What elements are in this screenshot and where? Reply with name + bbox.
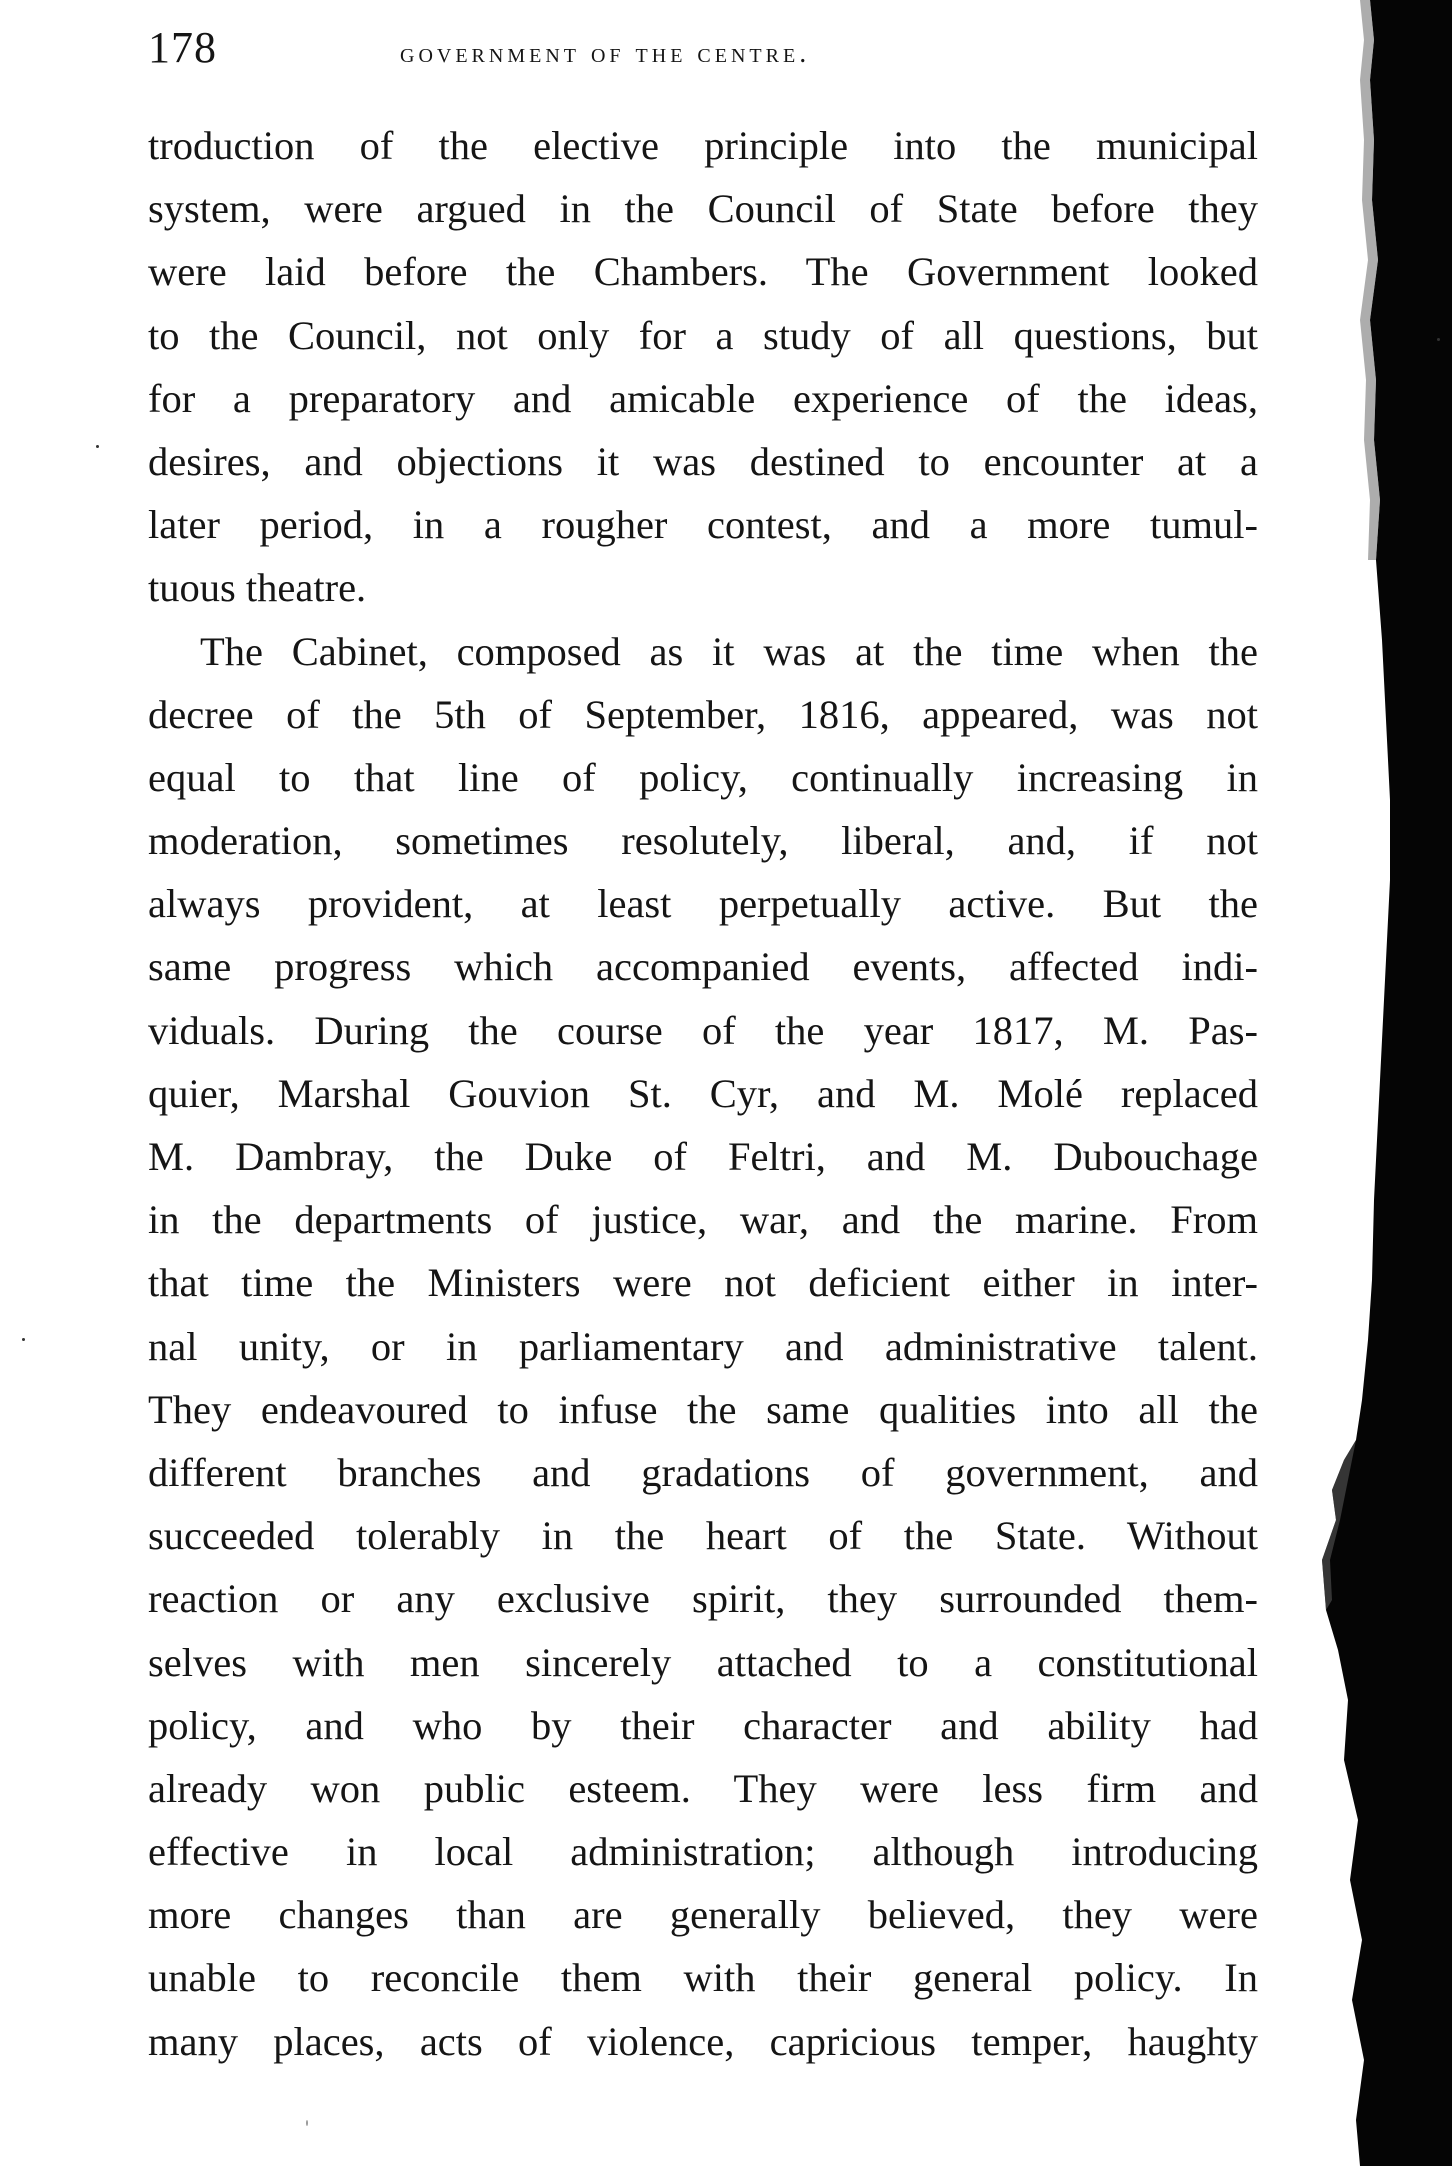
text-line: viduals. During the course of the year 1817, M. Pas- — [148, 1007, 1258, 1053]
scan-speck — [22, 1338, 25, 1341]
text-line: system, were argued in the Council of State before they — [148, 186, 1258, 232]
text-line: decree of the 5th of September, 1816, appeared, was not — [148, 691, 1258, 737]
text-line: equal to that line of policy, continually increasing in — [148, 754, 1258, 800]
text-line: more changes than are generally believed, they were — [148, 1892, 1258, 1938]
binding-shadow — [1252, 0, 1452, 2166]
running-title: government of the centre. — [400, 38, 811, 69]
page-number: 178 — [148, 23, 217, 72]
text-line: later period, in a rougher contest, and a more tumul- — [148, 502, 1258, 548]
text-line: for a preparatory and amicable experience of the ideas, — [148, 375, 1258, 421]
text-line: M. Dambray, the Duke of Feltri, and M. Dubouchage — [148, 1134, 1258, 1179]
text-line: different branches and gradations of government, and — [148, 1449, 1258, 1495]
scan-speck — [1437, 338, 1440, 341]
text-line: troduction of the elective principle into the municipal — [148, 123, 1258, 168]
text-line: were laid before the Chambers. The Government looked — [148, 249, 1258, 295]
text-line: always provident, at least perpetually active. But the — [148, 881, 1258, 927]
text-line: unable to reconcile them with their general policy. In — [148, 1955, 1258, 2001]
text-line: effective in local administration; although introducing — [148, 1829, 1258, 1875]
body-text — [148, 114, 1258, 2073]
text-line: desires, and objections it was destined to encounter at a — [148, 438, 1258, 484]
text-line: moderation, sometimes resolutely, liberal, and, if not — [148, 818, 1258, 864]
text-line: nal unity, or in parliamentary and administrative talent. — [148, 1323, 1258, 1369]
text-line: The Cabinet, composed as it was at the time when the — [200, 628, 1258, 674]
scan-speck — [96, 445, 99, 448]
text-line: reaction or any exclusive spirit, they surrounded them- — [148, 1576, 1258, 1622]
text-line: succeeded tolerably in the heart of the State. Without — [148, 1513, 1258, 1559]
text-line: policy, and who by their character and ability had — [148, 1702, 1258, 1748]
text-line: many places, acts of violence, capricious temper, haughty — [148, 2018, 1258, 2064]
text-line: selves with men sincerely attached to a constitutional — [148, 1639, 1258, 1685]
text-line: same progress which accompanied events, affected indi- — [148, 944, 1258, 990]
text-line: already won public esteem. They were less firm and — [148, 1765, 1258, 1811]
scan-speck — [306, 2120, 308, 2126]
text-line: They endeavoured to infuse the same qualities into all the — [148, 1386, 1258, 1432]
text-line: that time the Ministers were not deficient either in inter- — [148, 1260, 1258, 1306]
text-line: in the departments of justice, war, and the marine. From — [148, 1197, 1258, 1243]
text-line: quier, Marshal Gouvion St. Cyr, and M. Molé replaced — [148, 1070, 1258, 1116]
text-line: tuous theatre. — [148, 565, 367, 611]
running-head — [148, 22, 1258, 82]
text-line: to the Council, not only for a study of all questions, but — [148, 312, 1258, 358]
